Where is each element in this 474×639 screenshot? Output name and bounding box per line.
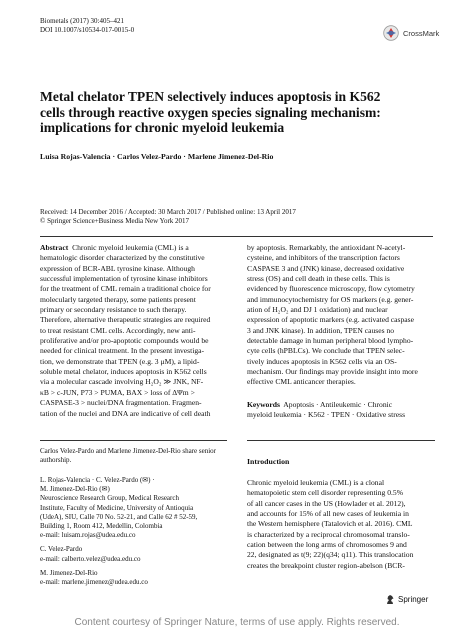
keywords-line: myeloid leukemia · K562 · TPEN · Oxidative stress xyxy=(247,410,406,420)
abstract-line: evidenced by fluorescence microscopy, flow cytometry xyxy=(247,284,415,294)
abstract-line: κB > c-JUN, P73 > PUMA, BAX > loss of ΔΨm > xyxy=(40,387,195,397)
intro-line: cation between the long arms of chromosomes 9 and xyxy=(247,540,407,550)
crossmark-icon xyxy=(383,25,399,41)
divider xyxy=(40,236,433,237)
abstract xyxy=(40,243,227,419)
intro-line: the Western hemisphere (Tatalovich et al. 2016). CML xyxy=(247,519,413,529)
footnote-line: authorship. xyxy=(40,456,72,465)
title-line: implications for chronic myeloid leukemia xyxy=(40,120,285,136)
divider xyxy=(247,440,435,441)
abstract-line: proliferative and/or pro-apoptotic compounds would be xyxy=(40,336,209,346)
email-link[interactable]: e-mail: calberto.velez@udea.edu.co xyxy=(40,554,141,563)
abstract-line: tion, we demonstrate that TPEN (e.g. 3 μM), a lipid- xyxy=(40,356,200,366)
journal-citation: Biometals (2017) 30:405–421 xyxy=(40,17,124,25)
springer-logo xyxy=(385,594,428,605)
abstract-heading: Abstract xyxy=(40,243,69,252)
abstract-line: primary or secondary resistance to such therapy. xyxy=(40,305,187,315)
title-line: cells through reactive oxygen species signaling mechanism: xyxy=(40,104,381,120)
abstract-line: CASPASE 3 and (JNK) kinase, decreased oxidative xyxy=(247,263,405,273)
introduction-heading: Introduction xyxy=(247,457,290,466)
affiliation-line: (UdeA), SIU, Calle 70 No. 52-21, and Calle 62 # 52-59, xyxy=(40,512,198,521)
abstract-line: expression of apoptotic markers (e.g. activated caspase xyxy=(247,315,414,325)
history-dates: Received: 14 December 2016 / Accepted: 30 March 2017 / Published online: 13 April 2017 xyxy=(40,208,296,216)
publication-dates xyxy=(40,208,296,226)
abstract-line: needed for clinical treatment. In the present investiga- xyxy=(40,346,205,356)
intro-line: and accounts for 15% of all new cases of leukemia in xyxy=(247,509,409,519)
abstract-line: soluble metal chelator, induces apoptosis in K562 cells xyxy=(40,367,207,377)
intro-line: is characterized by a reciprocal chromosomal translo- xyxy=(247,529,410,539)
affiliation-line: Institute, Faculty of Medicine, University of Antioquia xyxy=(40,503,194,512)
abstract-line: expression of BCR-ABL tyrosine kinase. Although xyxy=(40,263,195,273)
abstract-line: and immunocytochemistry for OS markers (e.g. gener- xyxy=(247,294,414,304)
keywords xyxy=(247,400,435,421)
intro-line: hematopoietic stem cell disorder representing 0.5% xyxy=(247,488,404,498)
divider xyxy=(40,440,227,441)
abstract-line: cysteine, and inhibitors of the transcription factors xyxy=(247,253,400,263)
abstract-line: detectable damage in human peripheral blood lympho- xyxy=(247,336,414,346)
crossmark-label: CrossMark xyxy=(403,28,440,38)
affiliation-line: L. Rojas-Valencia · C. Velez-Pardo (✉) · xyxy=(40,476,155,484)
abstract-line: ation of H₂O₂ and DJ 1 oxidation) and nuclear xyxy=(247,305,388,315)
footnote-line: Carlos Velez-Pardo and Marlene Jimenez-Del-Rio share senior xyxy=(40,447,216,455)
affiliation-line: Building 1, Room 412, Medellin, Colombia xyxy=(40,522,163,531)
abstract-line: 3 and JNK kinase). In addition, TPEN causes no xyxy=(247,325,395,335)
title-line: Metal chelator TPEN selectively induces apoptosis in K562 xyxy=(40,89,381,104)
page-footer: Content courtesy of Springer Nature, terms of use apply. Rights reserved. xyxy=(74,617,400,628)
author-name: M. Jimenez-Del-Rio xyxy=(40,568,98,577)
abstract-line: stress (OS) and cell death in these cells. This is xyxy=(247,274,390,284)
keywords-heading: Keywords xyxy=(247,400,280,409)
email-link[interactable]: e-mail: marlene.jimenez@udea.edu.co xyxy=(40,578,148,587)
abstract-line: molecularly targeted therapy, some patients present xyxy=(40,294,196,304)
affiliation-line: Neuroscience Research Group, Medical Research xyxy=(40,494,179,503)
authorship-footnote xyxy=(40,447,227,465)
email-link[interactable]: e-mail: luisam.rojas@udea.edu.co xyxy=(40,531,136,540)
abstract-line: for the treatment of CML remain a traditional choice for xyxy=(40,284,211,294)
journal-header xyxy=(40,17,134,35)
intro-line: 22, designated as t(9; 22)(q34; q11). This translocation xyxy=(247,550,414,560)
affiliations xyxy=(40,476,227,587)
intro-line: of all cancer cases in the US (Howlader et al. 2012), xyxy=(247,498,406,508)
intro-line: creates the breakpoint cluster region-abelson (BCR- xyxy=(247,560,405,570)
introduction-text xyxy=(247,478,435,571)
abstract-line: Therefore, alternative therapeutic strategies are required xyxy=(40,315,211,325)
abstract-line: tively induces apoptosis in K562 cells via an OS- xyxy=(247,356,397,366)
affiliation-line: M. Jimenez-Del-Rio (✉) xyxy=(40,485,110,494)
author-name: C. Velez-Pardo xyxy=(40,545,83,554)
abstract-line: CASPASE-3 > nuclei/DNA fragmentation. Fragmen- xyxy=(40,398,202,408)
article-title xyxy=(40,89,440,136)
abstract-line: mechanism. Our findings may provide insight into more xyxy=(247,367,418,377)
doi[interactable]: DOI 10.1007/s10534-017-0015-0 xyxy=(40,26,135,34)
abstract-line: Chronic myeloid leukemia (CML) is a xyxy=(72,243,189,252)
abstract-line: hematologic disorder characterized by the constitutive xyxy=(40,253,205,263)
author-list: Luisa Rojas-Valencia · Carlos Velez-Pardo · Marlene Jimenez-Del-Rio xyxy=(40,152,274,161)
keywords-line: Apoptosis · Antileukemic · Chronic xyxy=(283,400,393,409)
publisher-name: Springer xyxy=(398,595,429,604)
abstract-line: to treat resistant CML cells. Accordingly, new anti- xyxy=(40,325,196,335)
abstract-line: cyte cells (hPBLCs). We conclude that TPEN selec- xyxy=(247,346,405,356)
abstract-line: effective CML anticancer therapies. xyxy=(247,377,356,387)
copyright: © Springer Science+Business Media New York 2017 xyxy=(40,217,190,226)
abstract-continued xyxy=(247,243,435,388)
abstract-line: by apoptosis. Remarkably, the antioxidant N-acetyl- xyxy=(247,243,406,252)
crossmark-badge[interactable] xyxy=(383,25,439,41)
abstract-line: via a molecular cascade involving H₂O₂ ≫ JNK, NF- xyxy=(40,377,204,387)
intro-line: Chronic myeloid leukemia (CML) is a clonal xyxy=(247,478,385,487)
abstract-line: successful implementation of tyrosine kinase inhibitors xyxy=(40,274,208,284)
knight-icon xyxy=(385,594,395,605)
abstract-line: tation of the nuclei and DNA are indicative of cell death xyxy=(40,408,211,418)
